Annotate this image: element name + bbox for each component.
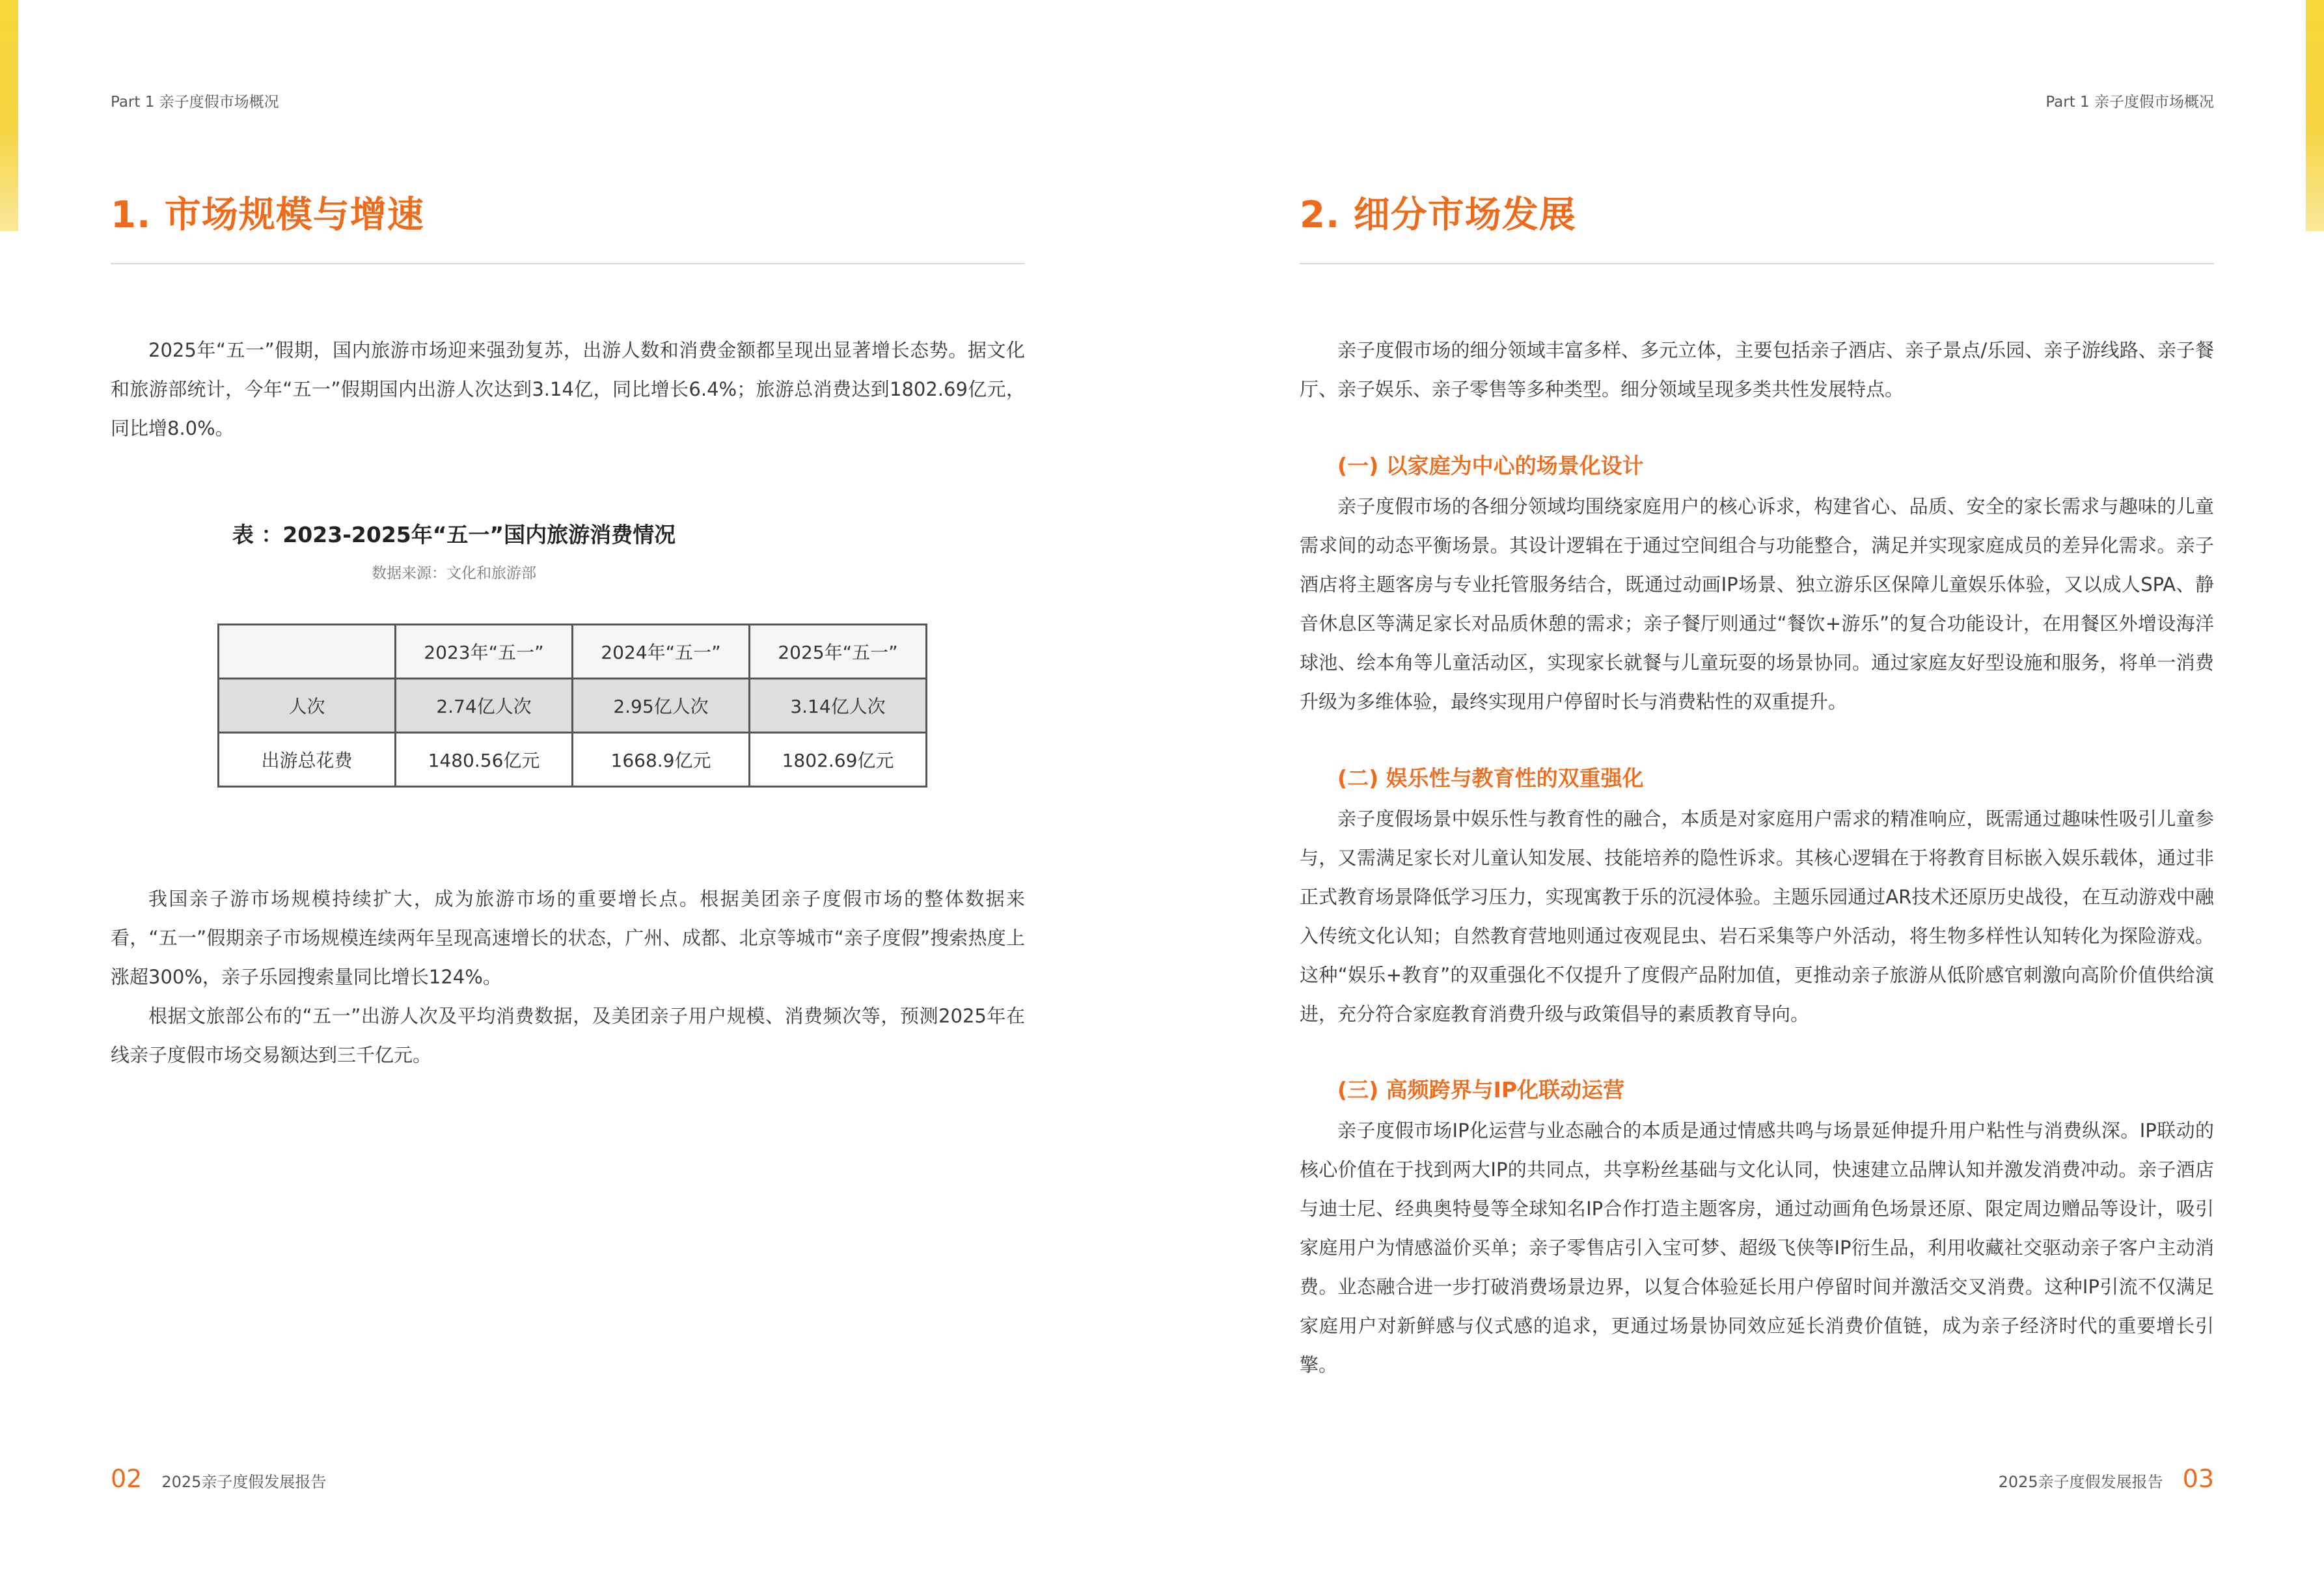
- table-header-cell: 2024年“五一”: [573, 625, 750, 679]
- segment-intro-paragraph: 亲子度假市场的细分领域丰富多样、多元立体，主要包括亲子酒店、亲子景点/乐园、亲子游线路、亲子餐厅、亲子娱乐、亲子零售等多种类型。细分领域呈现多类共性发展特点。: [1300, 339, 2214, 400]
- growth-paragraphs: [111, 879, 1025, 1075]
- subsection-paragraph: 亲子度假场景中娱乐性与教育性的融合，本质是对家庭用户需求的精准响应，既需通过趣味性吸引儿童参与，又需满足家长对儿童认知发展、技能培养的隐性诉求。其核心逻辑在于将教育目标嵌入娱乐载体，通过非正式教育场景降低学习压力，实现寓教于乐的沉浸体验。主题乐园通过AR技术还原历史战役，在互动游戏中融入传统文化认知；自然教育营地则通过夜观昆虫、岩石采集等户外活动，将生物多样性认知转化为探险游戏。这种“娱乐+教育”的双重强化不仅提升了度假产品附加值，更推动亲子旅游从低阶感官刺激向高阶价值供给演进，充分符合家庭教育消费升级与政策倡导的素质教育导向。: [1300, 808, 2214, 1025]
- segment-intro-block: [1300, 331, 2214, 409]
- footer-report-title: 2025亲子度假发展报告: [1998, 1473, 2163, 1491]
- subsection-paragraph: 亲子度假市场IP化运营与业态融合的本质是通过情感共鸣与场景延伸提升用户粘性与消费纵深。IP联动的核心价值在于找到两大IP的共同点，共享粉丝基础与文化认同，快速建立品牌认知并激发消费冲动。亲子酒店与迪士尼、经典奥特曼等全球知名IP合作打造主题客房，通过动画角色场景还原、限定周边赠品等设计，吸引家庭用户为情感溢价买单；亲子零售店引入宝可梦、超级飞侠等IP衍生品，利用收藏社交驱动亲子客户主动消费。业态融合进一步打破消费场景边界，以复合体验延长用户停留时间并激活交叉消费。这种IP引流不仅满足家庭用户对新鲜感与仪式感的追求，更通过场景协同效应延长消费价值链，成为亲子经济时代的重要增长引擎。: [1300, 1119, 2214, 1376]
- page-footer: [1999, 1464, 2214, 1493]
- intro-paragraph: 2025年“五一”假期，国内旅游市场迎来强劲复苏，出游人数和消费金额都呈现出显著增长态势。据文化和旅游部统计，今年“五一”假期国内出游人次达到3.14亿，同比增长6.4%；旅游总消费达到1802.69亿元，同比增8.0%。: [111, 339, 1025, 439]
- left-edge-accent-bar: [0, 0, 18, 231]
- section-divider: [111, 263, 1025, 264]
- table-header-cell: 2025年“五一”: [750, 625, 927, 679]
- subsection-title: (二) 娱乐性与教育性的双重强化: [1337, 765, 1644, 791]
- subsection-body: [1300, 487, 2214, 721]
- page-footer: [111, 1464, 326, 1493]
- table-row: [219, 733, 927, 787]
- table-title: 表 ：2023-2025年“五一”国内旅游消费情况: [232, 522, 676, 547]
- table-cell: 3.14亿人次: [750, 679, 927, 733]
- forecast-paragraph: 根据文旅部公布的“五一”出游人次及平均消费数据，及美团亲子用户规模、消费频次等，预测2025年在线亲子度假市场交易额达到三千亿元。: [111, 1005, 1025, 1066]
- table-cell: 1802.69亿元: [750, 733, 927, 787]
- tourism-consumption-table: [217, 624, 927, 788]
- table-cell: 2.74亿人次: [396, 679, 573, 733]
- table-row: [219, 679, 927, 733]
- table-cell: 人次: [219, 679, 396, 733]
- table-source: 数据来源：文化和旅游部: [372, 565, 536, 582]
- table-header-row: [219, 625, 927, 679]
- running-head: Part 1 亲子度假市场概况: [111, 94, 279, 111]
- table-header-cell: 2023年“五一”: [396, 625, 573, 679]
- page-number: 03: [2182, 1464, 2214, 1493]
- running-head: Part 1 亲子度假市场概况: [2045, 94, 2214, 111]
- footer-report-title: 2025亲子度假发展报告: [161, 1473, 327, 1491]
- subsection-title: (三) 高频跨界与IP化联动运营: [1337, 1077, 1625, 1103]
- table-cell: 1480.56亿元: [396, 733, 573, 787]
- left-page: [111, 0, 1025, 1577]
- section-title: 1. 市场规模与增速: [111, 194, 424, 236]
- section-title: 2. 细分市场发展: [1300, 194, 1576, 236]
- table-cell: 出游总花费: [219, 733, 396, 787]
- intro-paragraph-block: [111, 331, 1025, 448]
- right-edge-accent-bar: [2306, 0, 2324, 231]
- table-header-cell: [219, 625, 396, 679]
- growth-paragraph: 我国亲子游市场规模持续扩大，成为旅游市场的重要增长点。根据美团亲子度假市场的整体数据来看，“五一”假期亲子市场规模连续两年呈现高速增长的状态，广州、成都、北京等城市“亲子度假”搜索热度上涨超300%，亲子乐园搜索量同比增长124%。: [111, 888, 1025, 988]
- right-page: [1300, 0, 2214, 1577]
- subsection-body: [1300, 799, 2214, 1034]
- table-cell: 1668.9亿元: [573, 733, 750, 787]
- table-cell: 2.95亿人次: [573, 679, 750, 733]
- subsection-paragraph: 亲子度假市场的各细分领域均围绕家庭用户的核心诉求，构建省心、品质、安全的家长需求与趣味的儿童需求间的动态平衡场景。其设计逻辑在于通过空间组合与功能整合，满足并实现家庭成员的差异化需求。亲子酒店将主题客房与专业托管服务结合，既通过动画IP场景、独立游乐区保障儿童娱乐体验，又以成人SPA、静音休息区等满足家长对品质休憩的需求；亲子餐厅则通过“餐饮+游乐”的复合功能设计，在用餐区外增设海洋球池、绘本角等儿童活动区，实现家长就餐与儿童玩耍的场景协同。通过家庭友好型设施和服务，将单一消费升级为多维体验，最终实现用户停留时长与消费粘性的双重提升。: [1300, 495, 2214, 713]
- subsection-body: [1300, 1111, 2214, 1384]
- page-number: 02: [111, 1464, 143, 1493]
- subsection-title: (一) 以家庭为中心的场景化设计: [1337, 453, 1644, 478]
- section-divider: [1300, 263, 2214, 264]
